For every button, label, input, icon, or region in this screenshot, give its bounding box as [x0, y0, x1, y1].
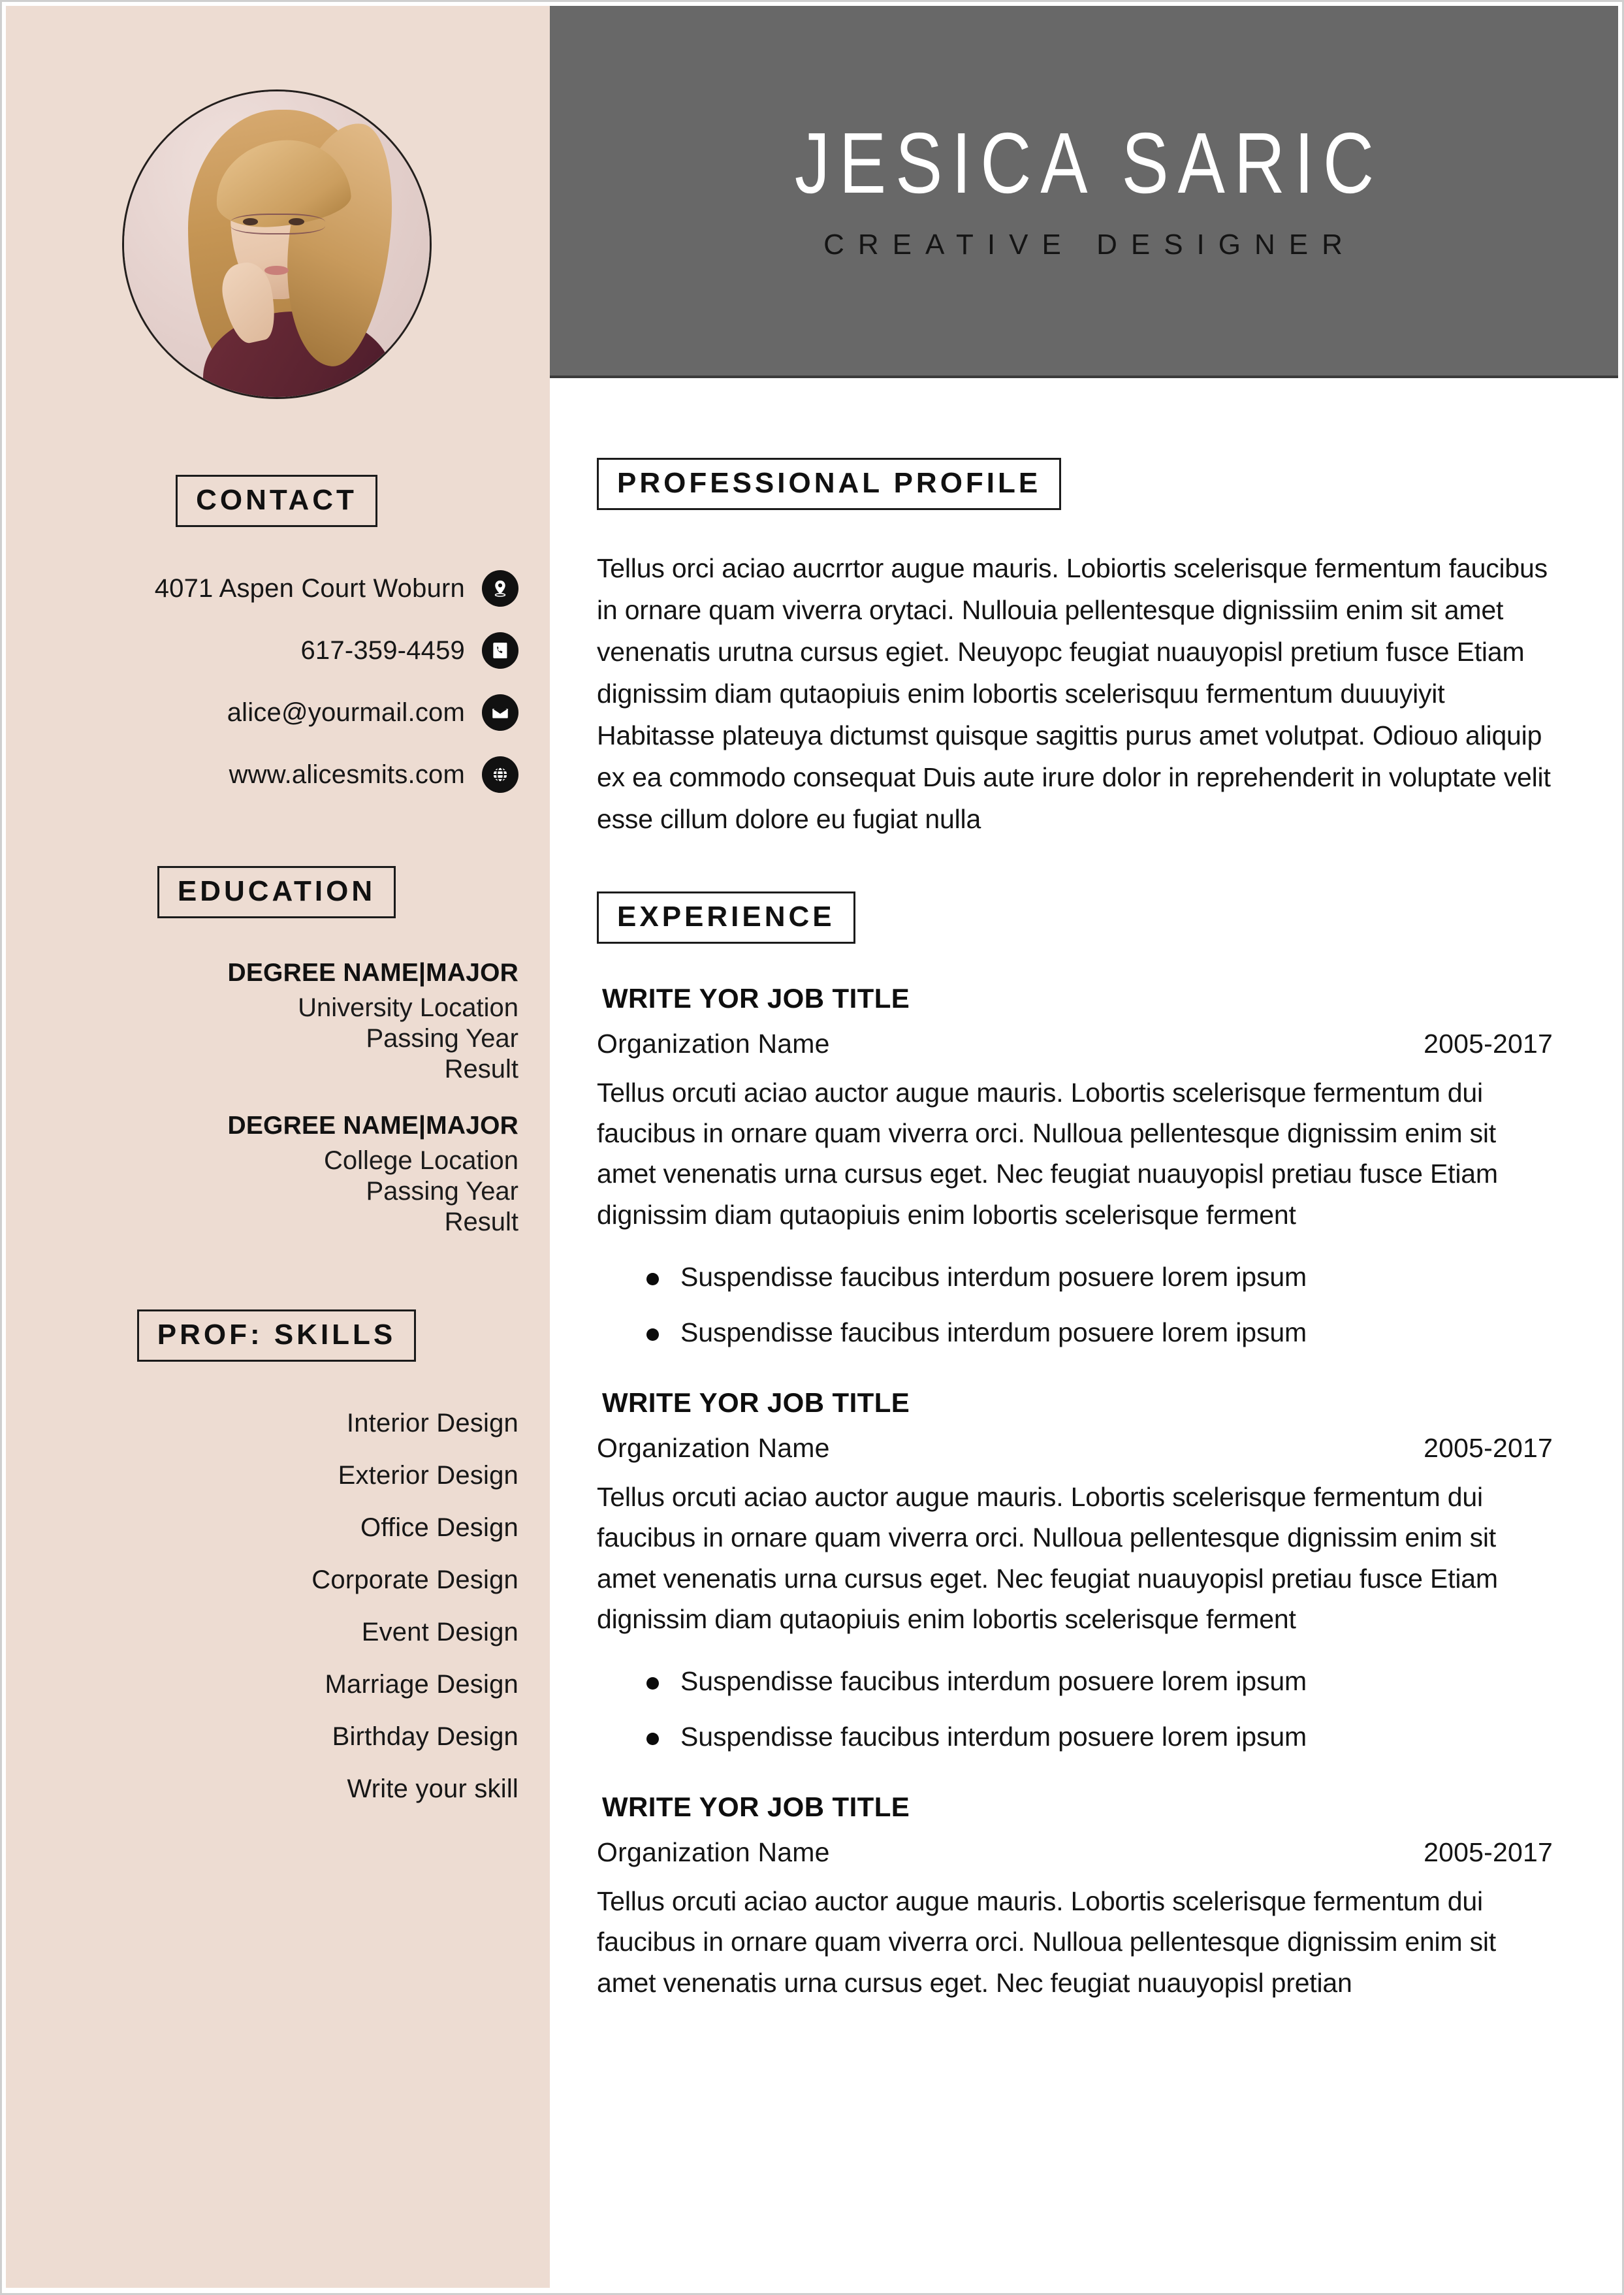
job-years: 2005-2017 [1424, 1432, 1553, 1463]
job-description: Tellus orcuti aciao auctor augue mauris. Lobortis scelerisque fermentum dui faucibus in ornare quam viverra orci. Nulloua pellentesque dignissim enim sit amet venenatis urna cursus eget. Nec feugiat nuauyopisl pretiau fusce Etiam dignissim diam qutaopiuis enim lobortis scelerisque ferment [597, 1077, 1498, 1230]
job-meta [597, 1029, 1553, 1059]
skill-item: Marriage Design [325, 1670, 518, 1699]
sidebar [6, 6, 550, 2288]
job-organization: Organization Name [597, 1028, 830, 1059]
skills-list [35, 1409, 518, 1804]
job-bullet: Suspendisse faucibus interdum posuere lorem ipsum [680, 1666, 1553, 1697]
contact-item-address[interactable] [35, 570, 518, 607]
candidate-name: JESICA SARIC [794, 115, 1383, 211]
education-heading-wrap [35, 866, 518, 918]
job-meta [597, 1433, 1553, 1464]
education-year: Passing Year [366, 1176, 518, 1206]
job-title: WRITE YOR JOB TITLE [602, 1387, 910, 1418]
job-bullet-list [597, 1262, 1553, 1348]
education-result: Result [444, 1207, 518, 1236]
contact-heading: CONTACT [176, 475, 377, 527]
contact-item-phone[interactable] [35, 632, 518, 669]
location-pin-icon [482, 570, 518, 607]
contact-item-website[interactable] [35, 756, 518, 793]
skills-heading-wrap [35, 1309, 518, 1362]
skills-heading: PROF: SKILLS [137, 1309, 417, 1362]
skill-item: Write your skill [347, 1774, 518, 1804]
envelope-icon [482, 694, 518, 731]
phone-icon [482, 632, 518, 669]
skill-item: Exterior Design [338, 1461, 518, 1490]
education-location: University Location [298, 993, 518, 1022]
education-year: Passing Year [366, 1024, 518, 1053]
job-description: Tellus orcuti aciao auctor augue mauris. Lobortis scelerisque fermentum dui faucibus in ornare quam viverra orci. Nulloua pellentesque dignissim enim sit amet venenatis urna cursus eget. Nec feugiat nuauyopisl pretiau fusce Etiam dignissim diam qutaopiuis enim lobortis scelerisque ferment [597, 1481, 1498, 1634]
photo-lips [264, 266, 289, 275]
experience-entry [597, 1791, 1553, 2003]
job-organization: Organization Name [597, 1837, 830, 1868]
contact-list [35, 570, 518, 793]
contact-website-text: www.alicesmits.com [229, 760, 465, 789]
resume-header [550, 6, 1618, 378]
job-meta [597, 1837, 1553, 1868]
skill-item: Office Design [360, 1513, 518, 1543]
profile-photo-wrap [35, 6, 518, 399]
main-column [550, 378, 1618, 2289]
job-bullet-list [597, 1666, 1553, 1752]
candidate-role: CREATIVE DESIGNER [823, 229, 1356, 261]
experience-heading-wrap [597, 891, 1553, 944]
job-bullet: Suspendisse faucibus interdum posuere lorem ipsum [680, 1722, 1553, 1752]
skill-item: Event Design [361, 1618, 518, 1647]
experience-entry [597, 983, 1553, 1348]
skill-item: Interior Design [346, 1409, 518, 1438]
profile-heading: PROFESSIONAL PROFILE [597, 458, 1061, 510]
education-result: Result [444, 1055, 518, 1084]
education-location: College Location [324, 1146, 518, 1175]
contact-address-text: 4071 Aspen Court Woburn [154, 573, 465, 603]
job-bullet: Suspendisse faucibus interdum posuere lorem ipsum [680, 1262, 1553, 1292]
experience-heading: EXPERIENCE [597, 891, 855, 944]
profile-text: Tellus orci aciao aucrrtor augue mauris. Lobiortis scelerisque fermentum faucibus in ornare quam viverra orytaci. Nullouia pellentesque dignissiim enim sit amet venenatis urutna cursus egiet. Neuyopc feugiat nuauyopisl pretium fusce Etiam dignissim diam qutaopiuis enim lobortis scelerisquu fermentum duuuyiyit Habitasse plateuya dictumst quisque sagittis purus amet volutpat. Odiouo aliquip ex ea commodo consequat Duis aute irure dolor in reprehenderit in voluptate velit esse cillum dolore eu fugiat nulla [597, 553, 1551, 834]
contact-heading-wrap [35, 475, 518, 527]
skill-item: Corporate Design [311, 1565, 518, 1595]
contact-item-email[interactable] [35, 694, 518, 731]
job-title: WRITE YOR JOB TITLE [602, 1791, 910, 1823]
skill-item: Birthday Design [332, 1722, 518, 1752]
globe-icon [482, 756, 518, 793]
job-title: WRITE YOR JOB TITLE [602, 982, 910, 1014]
profile-photo [122, 89, 432, 399]
job-years: 2005-2017 [1424, 1837, 1553, 1868]
education-degree: DEGREE NAME|MAJOR [227, 959, 518, 987]
education-degree: DEGREE NAME|MAJOR [227, 1111, 518, 1140]
job-bullet: Suspendisse faucibus interdum posuere lorem ipsum [680, 1317, 1553, 1348]
education-entry [35, 959, 518, 1085]
photo-eye-right [289, 218, 304, 225]
contact-email-text: alice@yourmail.com [227, 698, 465, 727]
job-years: 2005-2017 [1424, 1028, 1553, 1059]
job-description: Tellus orcuti aciao auctor augue mauris. Lobortis scelerisque fermentum dui faucibus in ornare quam viverra orci. Nulloua pellentesque dignissim enim sit amet venenatis urna cursus eget. Nec feugiat nuauyopisl pretian [597, 1886, 1496, 1998]
education-heading: EDUCATION [157, 866, 396, 918]
profile-heading-wrap [597, 458, 1553, 510]
experience-entry [597, 1387, 1553, 1752]
job-organization: Organization Name [597, 1432, 830, 1463]
education-entry [35, 1112, 518, 1238]
contact-phone-text: 617-359-4459 [300, 635, 465, 665]
